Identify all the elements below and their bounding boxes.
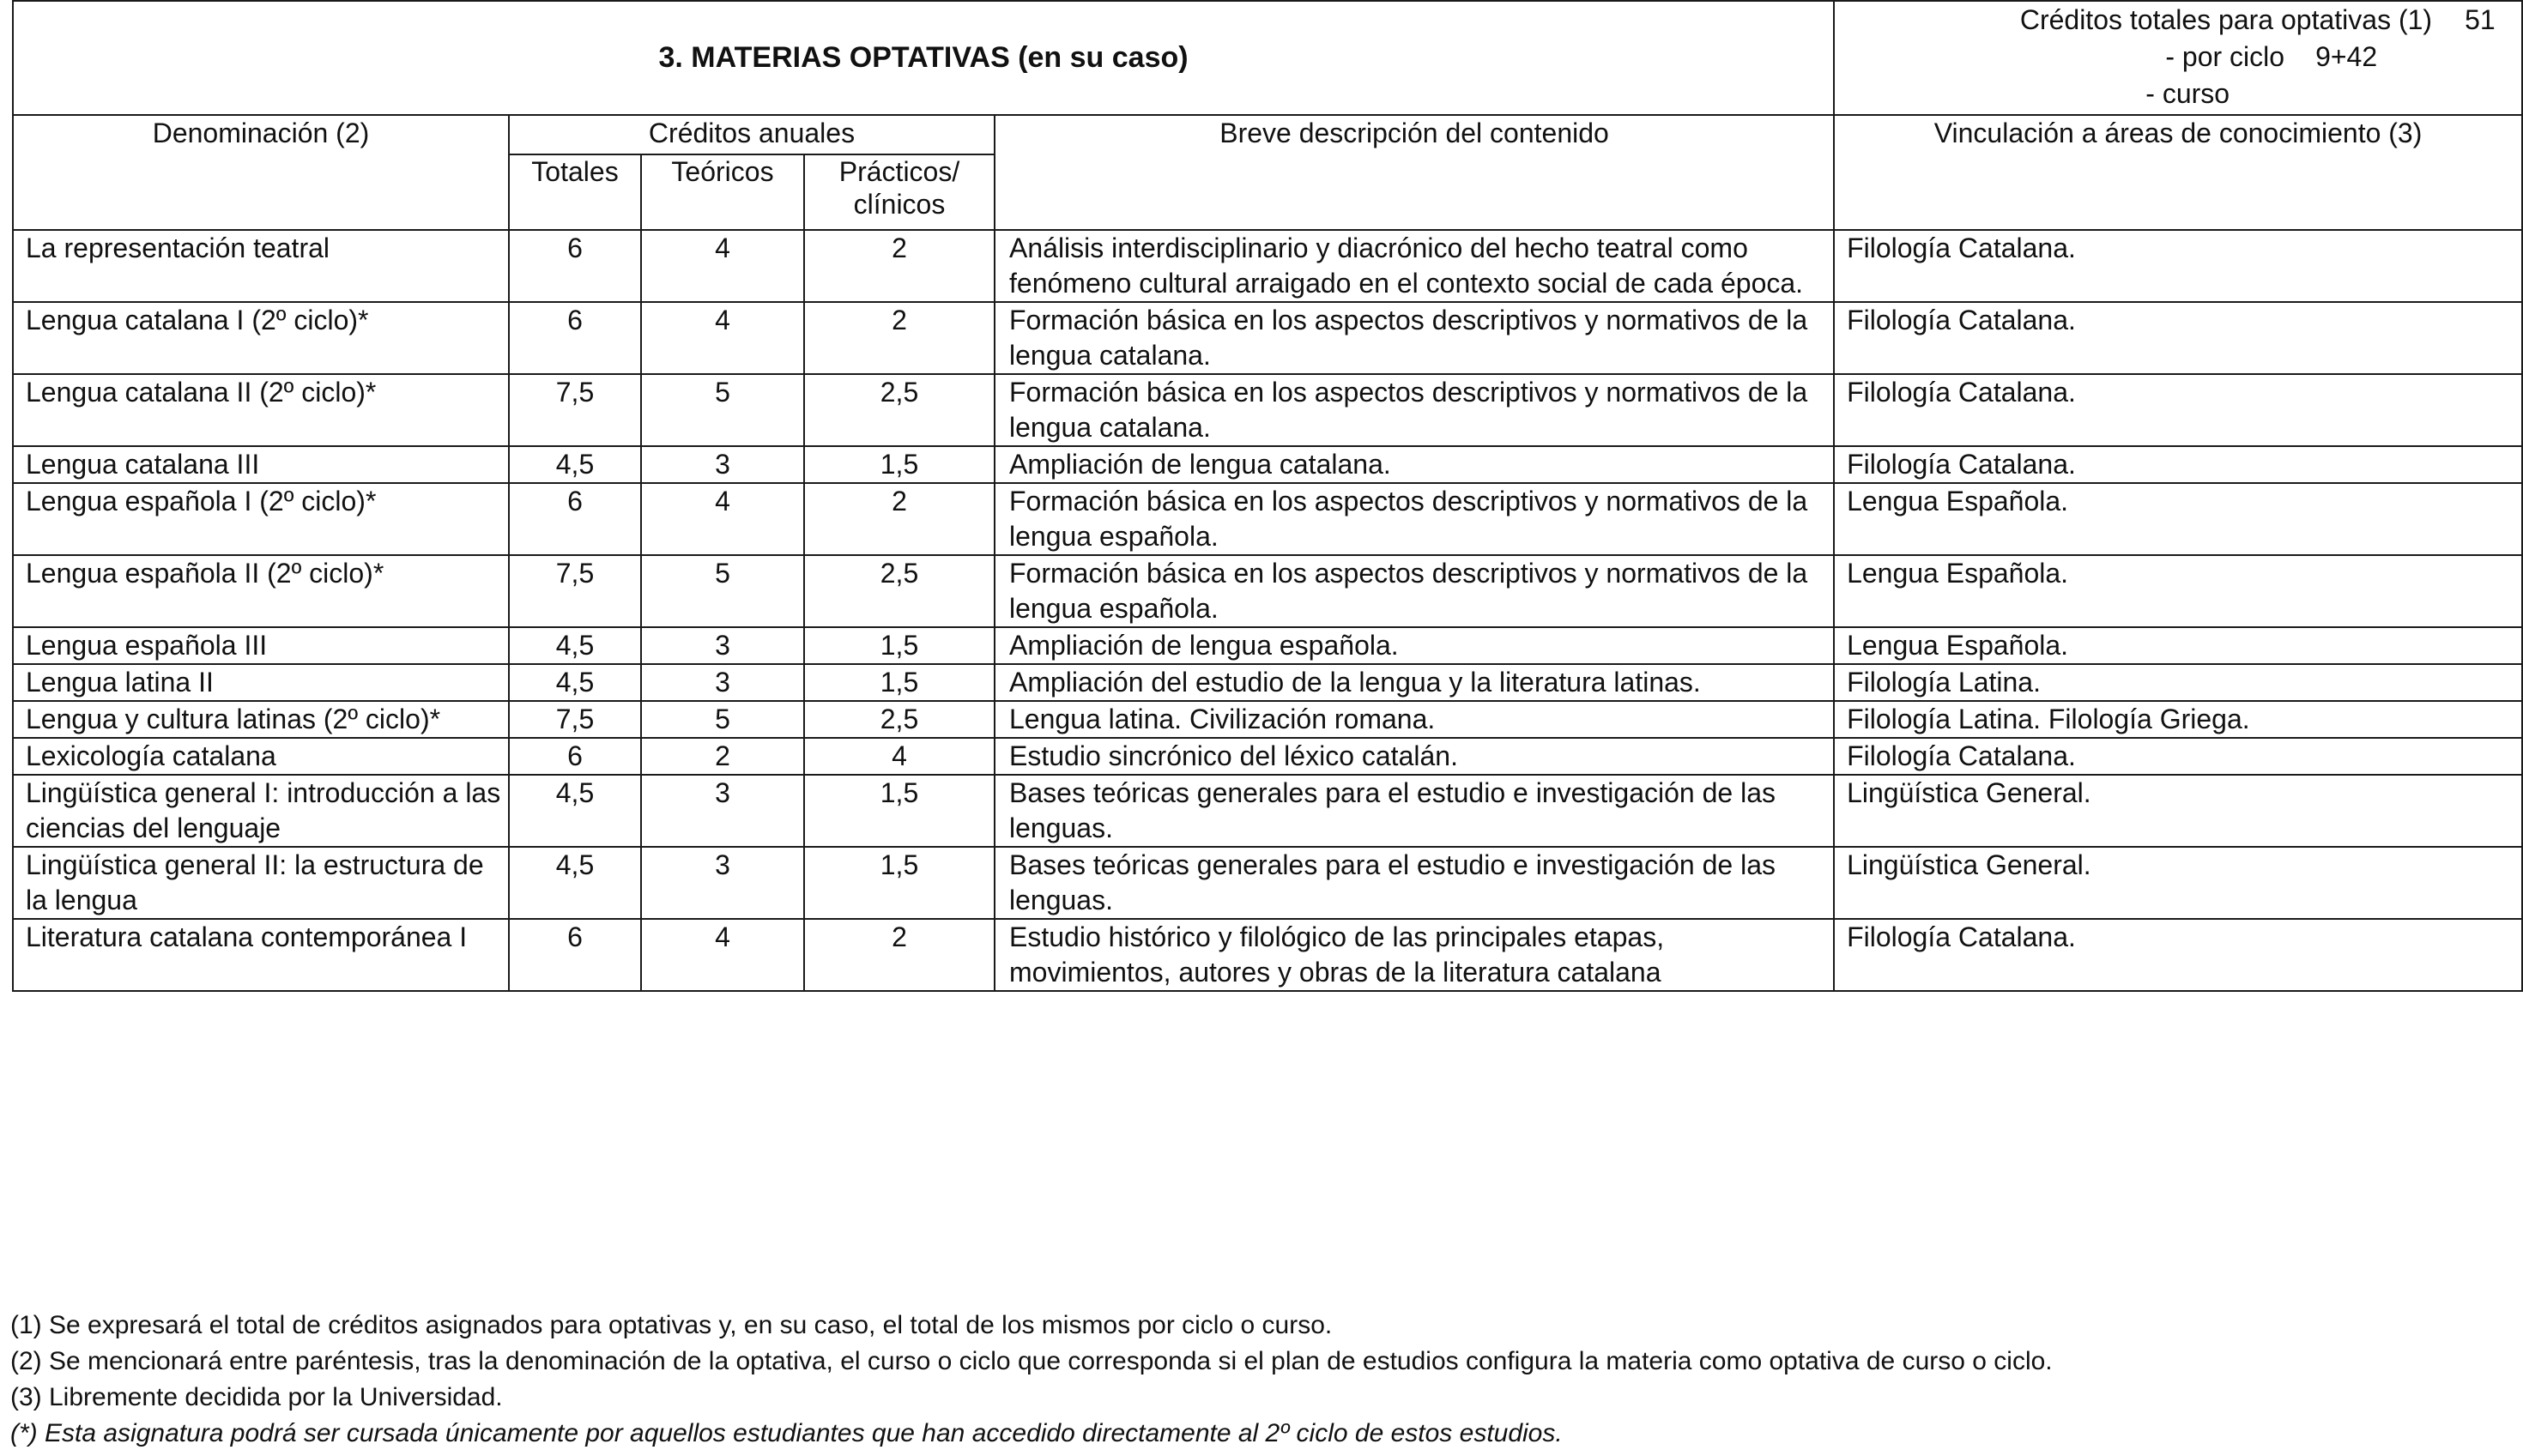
footnote-3: (3) Libremente decidida por la Universidad. [10, 1383, 503, 1411]
row-teoricos: 5 [641, 555, 804, 627]
per-cycle-line [1835, 39, 2521, 76]
row-totales: 6 [509, 302, 641, 374]
row-denominacion: Lexicología catalana [13, 738, 509, 775]
table-row [13, 738, 2522, 775]
optional-subjects-table [12, 0, 2523, 992]
row-descripcion: Bases teóricas generales para el estudio e investigación de las lenguas. [995, 775, 1834, 847]
row-totales: 6 [509, 483, 641, 555]
row-denominacion: La representación teatral [13, 230, 509, 302]
row-practicos: 1,5 [804, 664, 995, 701]
row-teoricos: 3 [641, 847, 804, 919]
row-descripcion: Ampliación de lengua catalana. [995, 446, 1834, 483]
row-practicos: 2,5 [804, 374, 995, 446]
row-vinculacion: Filología Catalana. [1834, 738, 2522, 775]
row-descripcion: Ampliación del estudio de la lengua y la literatura latinas. [995, 664, 1834, 701]
row-vinculacion: Filología Catalana. [1834, 446, 2522, 483]
header-totales: Totales [509, 154, 641, 230]
header-descripcion: Breve descripción del contenido [995, 115, 1834, 230]
row-teoricos: 4 [641, 919, 804, 991]
row-totales: 7,5 [509, 374, 641, 446]
header-practicos-line2: clínicos [853, 189, 946, 220]
row-teoricos: 5 [641, 701, 804, 738]
row-teoricos: 4 [641, 230, 804, 302]
row-practicos: 2,5 [804, 555, 995, 627]
table-row [13, 302, 2522, 374]
row-practicos: 2 [804, 919, 995, 991]
row-descripcion: Formación básica en los aspectos descriptivos y normativos de la lengua española. [995, 555, 1834, 627]
row-vinculacion: Filología Latina. Filología Griega. [1834, 701, 2522, 738]
header-creditos-anuales: Créditos anuales [509, 115, 995, 154]
row-denominacion: Literatura catalana contemporánea I [13, 919, 509, 991]
row-practicos: 2 [804, 483, 995, 555]
header-practicos-line1: Prácticos/ [838, 156, 960, 187]
table-row [13, 555, 2522, 627]
total-credits-line [1835, 2, 2521, 39]
total-credits-label: Créditos totales para optativas (1) [2019, 4, 2433, 35]
table-row [13, 446, 2522, 483]
row-practicos: 1,5 [804, 775, 995, 847]
row-practicos: 1,5 [804, 627, 995, 664]
row-descripcion: Estudio histórico y filológico de las principales etapas, movimientos, autores y obras de la literatura catalana [995, 919, 1834, 991]
row-descripcion: Lengua latina. Civilización romana. [995, 701, 1834, 738]
row-denominacion: Lengua latina II [13, 664, 509, 701]
table-row [13, 664, 2522, 701]
row-denominacion: Lengua y cultura latinas (2º ciclo)* [13, 701, 509, 738]
table-row [13, 847, 2522, 919]
row-totales: 4,5 [509, 446, 641, 483]
row-practicos: 2,5 [804, 701, 995, 738]
row-vinculacion: Filología Catalana. [1834, 302, 2522, 374]
table-row [13, 230, 2522, 302]
row-totales: 6 [509, 738, 641, 775]
row-denominacion: Lengua española I (2º ciclo)* [13, 483, 509, 555]
row-totales: 4,5 [509, 775, 641, 847]
row-denominacion: Lengua española II (2º ciclo)* [13, 555, 509, 627]
table-row [13, 627, 2522, 664]
row-denominacion: Lingüística general II: la estructura de la lengua [13, 847, 509, 919]
section-title: 3. MATERIAS OPTATIVAS (en su caso) [13, 1, 1834, 115]
header-denominacion: Denominación (2) [13, 115, 509, 230]
row-totales: 6 [509, 919, 641, 991]
row-teoricos: 2 [641, 738, 804, 775]
total-credits-value: 51 [2465, 4, 2496, 35]
row-totales: 7,5 [509, 701, 641, 738]
row-vinculacion: Filología Catalana. [1834, 919, 2522, 991]
row-practicos: 4 [804, 738, 995, 775]
credit-totals-box [1834, 1, 2522, 115]
row-descripcion: Bases teóricas generales para el estudio e investigación de las lenguas. [995, 847, 1834, 919]
row-totales: 4,5 [509, 847, 641, 919]
row-descripcion: Formación básica en los aspectos descriptivos y normativos de la lengua catalana. [995, 374, 1834, 446]
row-totales: 4,5 [509, 627, 641, 664]
header-vinculacion: Vinculación a áreas de conocimiento (3) [1834, 115, 2522, 230]
row-descripcion: Ampliación de lengua española. [995, 627, 1834, 664]
row-descripcion: Formación básica en los aspectos descriptivos y normativos de la lengua española. [995, 483, 1834, 555]
row-vinculacion: Lengua Española. [1834, 627, 2522, 664]
row-descripcion: Estudio sincrónico del léxico catalán. [995, 738, 1834, 775]
row-teoricos: 5 [641, 374, 804, 446]
header-teoricos: Teóricos [641, 154, 804, 230]
table-row [13, 775, 2522, 847]
table-row [13, 374, 2522, 446]
section-title-row [13, 1, 2522, 115]
header-practicos [804, 154, 995, 230]
footnote-2: (2) Se mencionará entre paréntesis, tras la denominación de la optativa, el curso o ciclo que corresponda si el plan de estudios configura la materia como optativa de curso o ciclo. [10, 1347, 2053, 1375]
footnote-1: (1) Se expresará el total de créditos asignados para optativas y, en su caso, el total de los mismos por ciclo o curso. [10, 1311, 1333, 1339]
table-row [13, 919, 2522, 991]
table-row [13, 483, 2522, 555]
per-course-line [1835, 76, 2521, 112]
row-totales: 4,5 [509, 664, 641, 701]
footnotes [10, 1308, 2516, 1452]
row-vinculacion: Lingüística General. [1834, 847, 2522, 919]
row-denominacion: Lengua catalana II (2º ciclo)* [13, 374, 509, 446]
row-totales: 7,5 [509, 555, 641, 627]
header-row-group [13, 115, 2522, 154]
per-cycle-label: - por ciclo [2165, 41, 2285, 72]
row-vinculacion: Filología Catalana. [1834, 230, 2522, 302]
row-vinculacion: Filología Latina. [1834, 664, 2522, 701]
row-teoricos: 4 [641, 483, 804, 555]
row-teoricos: 3 [641, 664, 804, 701]
row-vinculacion: Filología Catalana. [1834, 374, 2522, 446]
row-totales: 6 [509, 230, 641, 302]
row-denominacion: Lengua catalana I (2º ciclo)* [13, 302, 509, 374]
row-vinculacion: Lengua Española. [1834, 483, 2522, 555]
row-practicos: 2 [804, 302, 995, 374]
row-vinculacion: Lengua Española. [1834, 555, 2522, 627]
row-teoricos: 3 [641, 446, 804, 483]
row-descripcion: Formación básica en los aspectos descriptivos y normativos de la lengua catalana. [995, 302, 1834, 374]
per-cycle-value: 9+42 [2315, 41, 2378, 72]
footnote-asterisk: (*) Esta asignatura podrá ser cursada únicamente por aquellos estudiantes que han accedido directamente al 2º ciclo de estos estudios. [10, 1419, 1563, 1447]
row-denominacion: Lingüística general I: introducción a las ciencias del lenguaje [13, 775, 509, 847]
table-row [13, 701, 2522, 738]
per-course-label: - curso [2145, 78, 2230, 109]
row-denominacion: Lengua española III [13, 627, 509, 664]
row-teoricos: 3 [641, 627, 804, 664]
row-teoricos: 4 [641, 302, 804, 374]
row-teoricos: 3 [641, 775, 804, 847]
row-practicos: 1,5 [804, 446, 995, 483]
row-denominacion: Lengua catalana III [13, 446, 509, 483]
row-practicos: 2 [804, 230, 995, 302]
row-descripcion: Análisis interdisciplinario y diacrónico del hecho teatral como fenómeno cultural arraigado en el contexto social de cada época. [995, 230, 1834, 302]
row-practicos: 1,5 [804, 847, 995, 919]
row-vinculacion: Lingüística General. [1834, 775, 2522, 847]
